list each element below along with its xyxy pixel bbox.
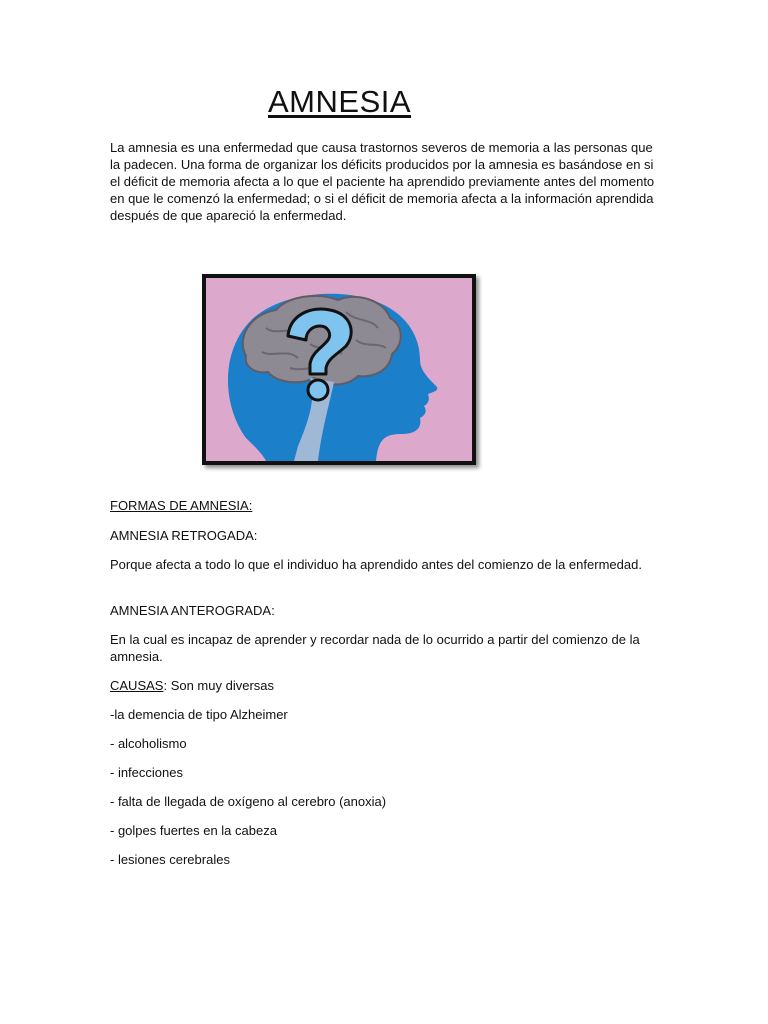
head-brain-image [202, 274, 476, 465]
intro-paragraph: La amnesia es una enfermedad que causa trastornos severos de memoria a las personas que la padecen. Una forma de organizar los déficits producidos por la amnesia es basándose en si el déficit de memoria afecta a lo que el paciente ha aprendido previamente antes del momento en que le comenzó la enfermedad; o si el déficit de memoria afecta a la información aprendida después de que apareció la enfermedad. [110, 140, 655, 223]
causes-label: CAUSAS [110, 678, 164, 693]
cause-item: -la demencia de tipo Alzheimer [110, 707, 288, 722]
head-brain-question-icon [206, 278, 472, 461]
causes-line [110, 677, 658, 694]
causes-intro: : Son muy diversas [163, 678, 275, 693]
cause-item: - infecciones [110, 765, 183, 780]
cause-item: - golpes fuertes en la cabeza [110, 823, 277, 838]
forms-heading: FORMAS DE AMNESIA: [110, 498, 253, 513]
cause-item: - falta de llegada de oxígeno al cerebro (anoxia) [110, 794, 387, 809]
cause-item: - lesiones cerebrales [110, 852, 230, 867]
cause-item: - alcoholismo [110, 736, 187, 751]
retro-text: Porque afecta a todo lo que el individuo ha aprendido antes del comienzo de la enfermedad. [110, 557, 642, 572]
antero-heading: AMNESIA ANTEROGRADA: [110, 603, 275, 618]
retro-heading: AMNESIA RETROGADA: [110, 528, 258, 543]
page-title: AMNESIA [268, 84, 412, 119]
antero-text: En la cual es incapaz de aprender y recordar nada de lo ocurrido a partir del comienzo de la amnesia. [110, 632, 640, 664]
